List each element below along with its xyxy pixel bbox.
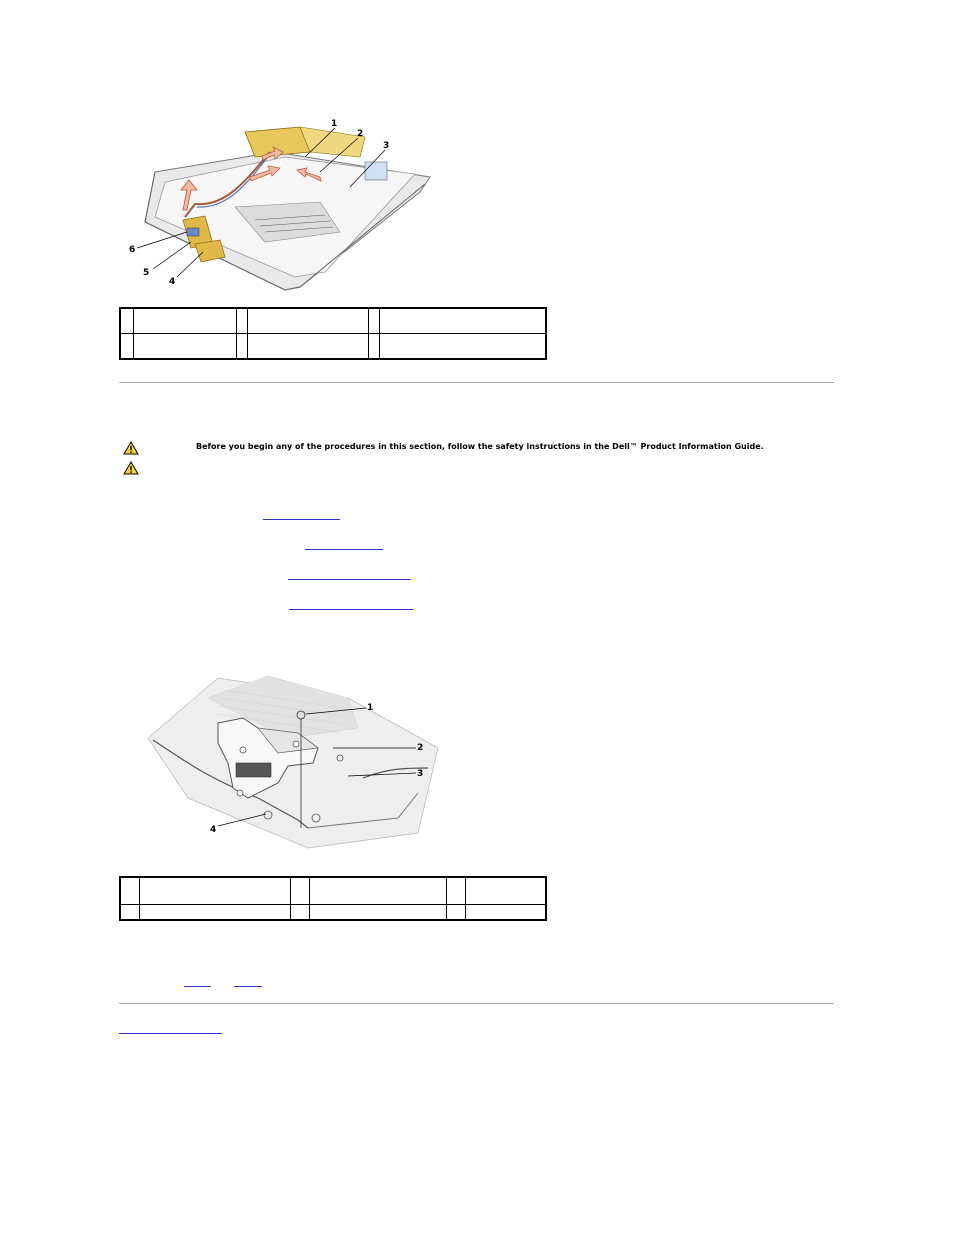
callout-table-2 bbox=[119, 876, 547, 921]
callout-3: 3 bbox=[417, 769, 424, 779]
callout-table-1 bbox=[119, 307, 547, 360]
callout-5: 5 bbox=[143, 268, 150, 278]
callout-6: 6 bbox=[129, 245, 136, 255]
reference-link-2[interactable] bbox=[234, 985, 262, 987]
caution-icon bbox=[123, 461, 139, 475]
reference-link-1[interactable] bbox=[184, 985, 211, 987]
display-panel-illustration bbox=[125, 112, 435, 297]
hinge-bracket-illustration bbox=[148, 668, 438, 853]
procedure-link-3[interactable] bbox=[288, 578, 411, 580]
procedure-link-4[interactable] bbox=[289, 608, 413, 610]
table-row bbox=[120, 877, 546, 905]
procedure-link-2[interactable] bbox=[305, 548, 383, 550]
callout-1: 1 bbox=[367, 703, 374, 713]
callout-1: 1 bbox=[331, 119, 338, 129]
callout-2: 2 bbox=[357, 129, 364, 139]
callout-3: 3 bbox=[383, 141, 390, 151]
caution-text: Before you begin any of the procedures in this section, follow the safety instructions in the Dell™ Product Information Guide. bbox=[196, 442, 764, 451]
caution-icon bbox=[123, 441, 139, 455]
section-divider bbox=[119, 382, 834, 383]
section-divider bbox=[119, 1003, 834, 1004]
back-to-contents-link[interactable] bbox=[119, 1032, 222, 1034]
callout-4: 4 bbox=[210, 825, 217, 835]
table-row bbox=[120, 308, 546, 334]
procedure-link-1[interactable] bbox=[263, 518, 340, 520]
table-row bbox=[120, 905, 546, 921]
callout-4: 4 bbox=[169, 277, 176, 287]
table-row bbox=[120, 334, 546, 360]
callout-2: 2 bbox=[417, 743, 424, 753]
